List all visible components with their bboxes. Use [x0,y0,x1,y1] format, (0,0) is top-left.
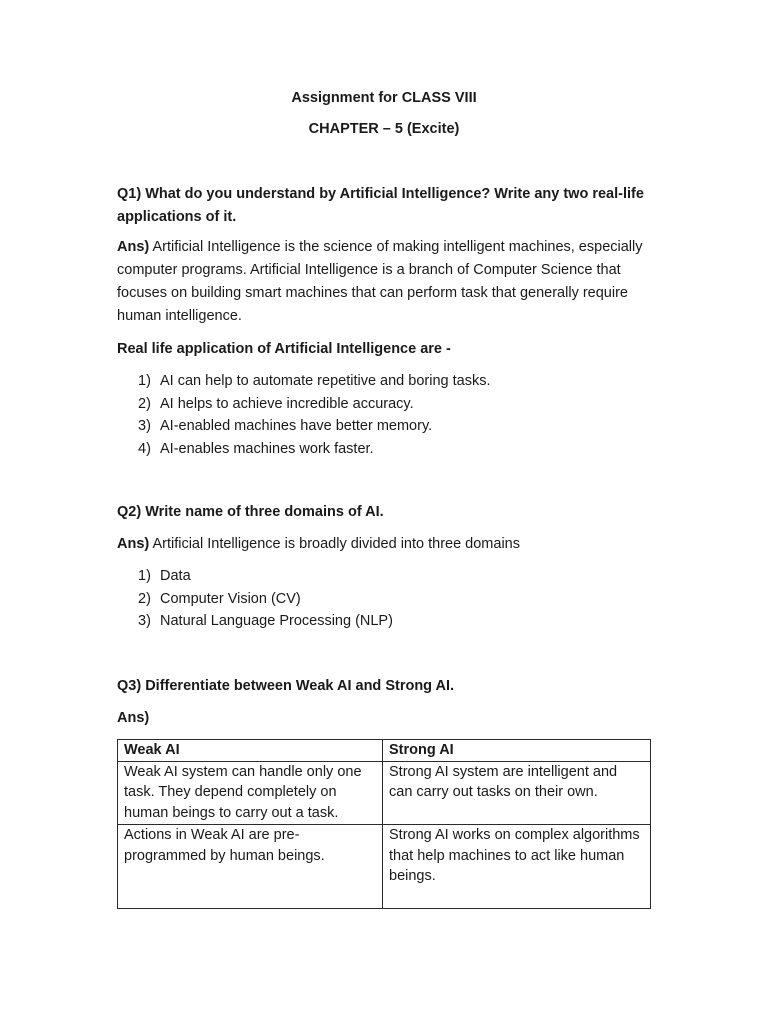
table-header-strong-ai: Strong AI [383,740,651,762]
answer-1 [117,236,657,328]
list-item-number: 1) [138,373,151,389]
list-item-text: AI helps to achieve incredible accuracy. [160,395,414,412]
list-item [138,370,490,393]
list-item-text: AI-enabled machines have better memory. [160,418,433,434]
list-item-number: 3) [138,418,151,434]
list-item-text: AI can help to automate repetitive and boring tasks. [160,373,491,389]
table-cell: Strong AI system are intelligent and can carry out tasks on their own. [383,761,651,825]
table-row [118,761,651,825]
table-row [118,825,651,909]
real-life-heading: Real life application of Artificial Intelligence are - [117,341,451,357]
list-item-text: Computer Vision (CV) [160,590,301,607]
list-item [138,415,490,438]
comparison-table [117,739,651,909]
list-item-number: 2) [138,590,151,607]
table-header-row [118,740,651,762]
question-3: Q3) Differentiate between Weak AI and Strong AI. [117,678,455,694]
list-item [138,393,490,416]
answer-2 [117,533,657,556]
chapter-title: CHAPTER – 5 (Excite) [308,121,460,137]
table-header-weak-ai: Weak AI [118,740,383,762]
answer-1-label: Ans) [117,239,150,255]
list-item-text: Data [160,568,191,584]
list-item-number: 3) [138,613,151,629]
answer-2-label: Ans) [117,536,150,552]
answer-1-text: Artificial Intelligence is the science of making intelligent machines, especially computer programs. Artificial Intelligence is a branch of Computer Science that focuses on building smart machines that can perform task that generally require human intelligence. [117,239,643,324]
question-2: Q2) Write name of three domains of AI. [117,504,384,520]
list-item-number: 4) [138,440,151,457]
applications-list [138,370,490,460]
list-item-number: 2) [138,395,151,412]
answer-2-text: Artificial Intelligence is broadly divided into three domains [149,536,520,552]
list-item [138,438,490,461]
table-cell: Strong AI works on complex algorithms that help machines to act like human beings. [383,825,651,909]
table-cell: Weak AI system can handle only one task. They depend completely on human beings to carry out a task. [118,761,383,825]
list-item-number: 1) [138,568,151,584]
question-1: Q1) What do you understand by Artificial Intelligence? Write any two real-life applications of it. [117,186,644,225]
list-item-text: Natural Language Processing (NLP) [160,613,393,629]
table-cell: Actions in Weak AI are pre-programmed by human beings. [118,825,383,909]
list-item [138,610,393,633]
list-item-text: AI-enables machines work faster. [160,440,374,457]
answer-3-label: Ans) [117,710,150,726]
domains-list [138,565,393,633]
assignment-title: Assignment for CLASS VIII [291,90,477,106]
list-item [138,588,393,611]
list-item [138,565,393,588]
